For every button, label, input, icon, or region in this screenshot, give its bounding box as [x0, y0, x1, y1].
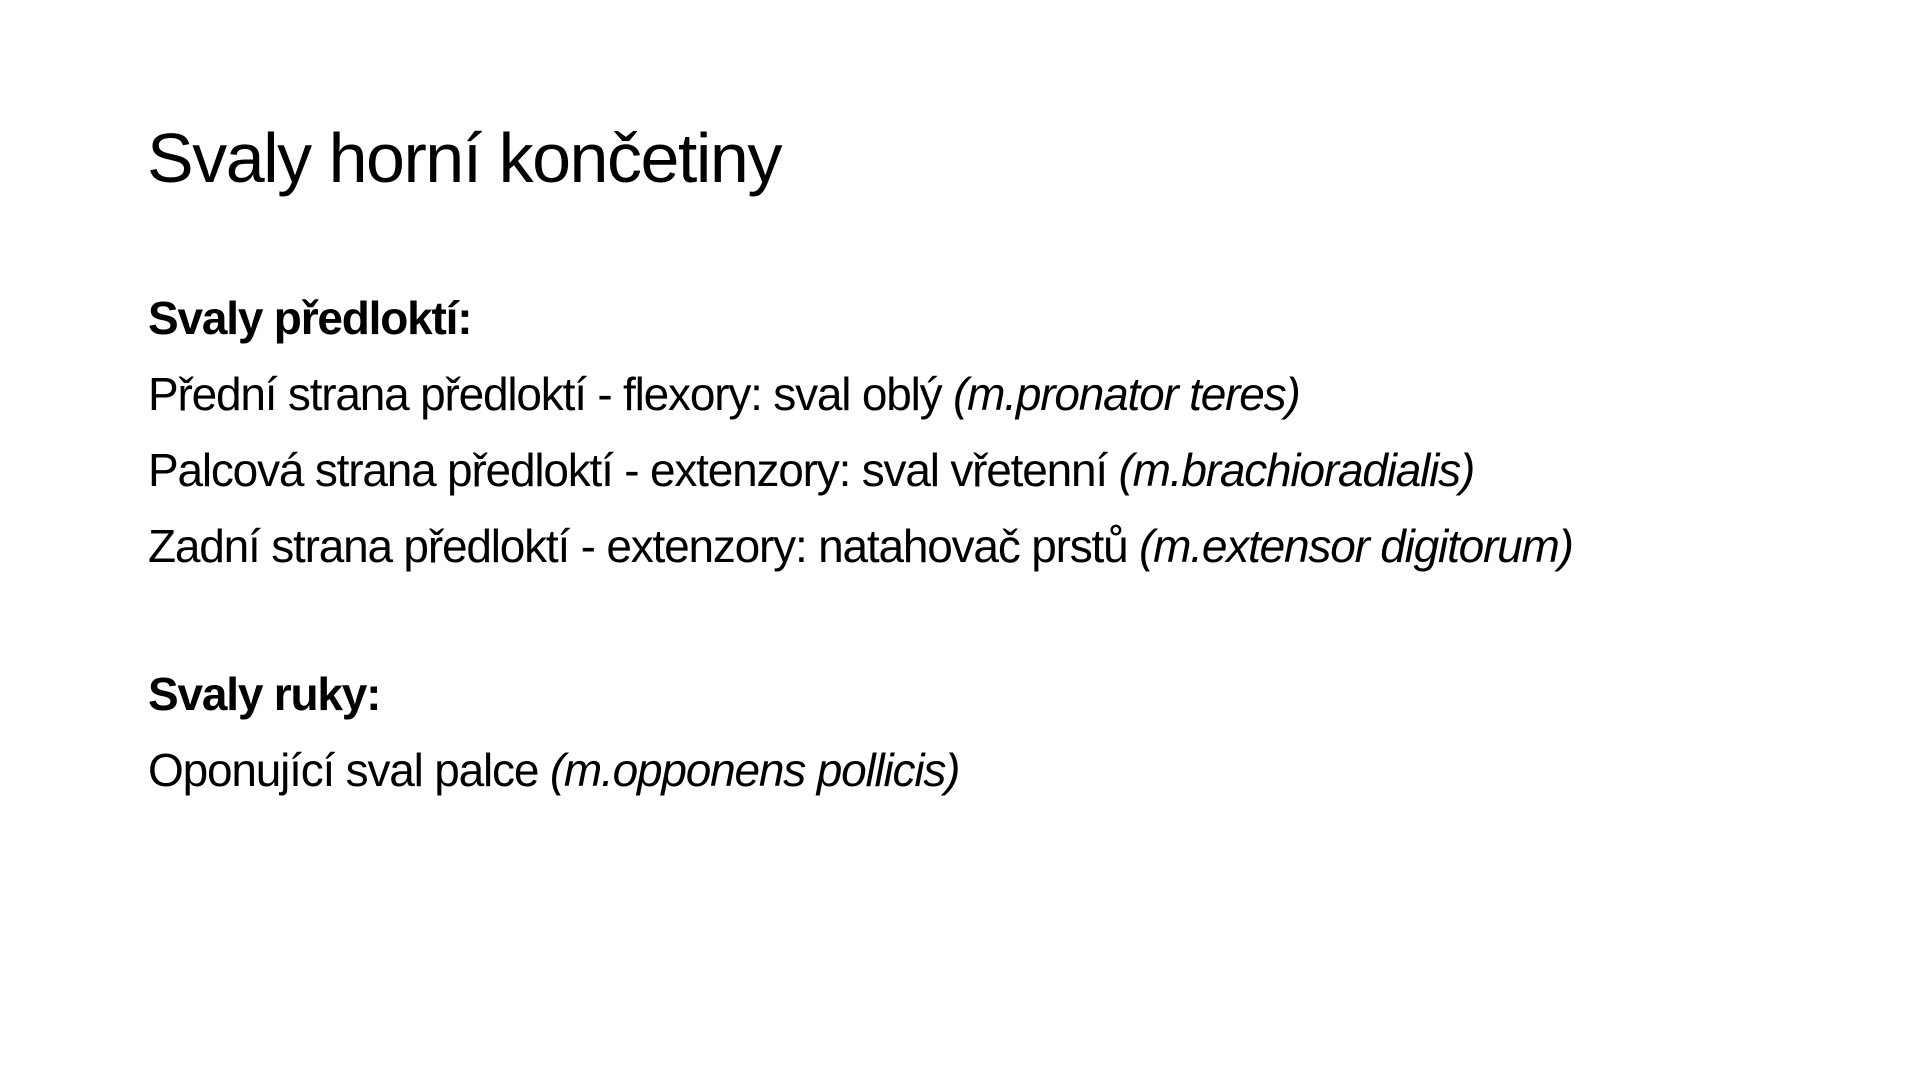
list-item	[148, 742, 1748, 799]
section-spacer	[148, 594, 1748, 666]
item-text: Přední strana předloktí - flexory: sval oblý	[148, 368, 954, 420]
item-text: Zadní strana předloktí - extenzory: natahovač prstů	[148, 520, 1140, 572]
latin-name: (m.opponens pollicis)	[549, 744, 960, 796]
slide-title: Svaly horní končetiny	[147, 119, 781, 197]
list-item	[148, 442, 1748, 499]
section-heading-hand: Svaly ruky:	[148, 668, 381, 720]
item-text: Palcová strana předloktí - extenzory: sval vřetenní	[148, 444, 1119, 496]
latin-name: (m.brachioradialis)	[1118, 444, 1475, 496]
item-text: Oponující sval palce	[148, 744, 550, 796]
slide-body	[148, 290, 1748, 818]
latin-name: (m.pronator teres)	[953, 368, 1300, 420]
section-heading-forearm: Svaly předloktí:	[148, 292, 472, 344]
list-item	[148, 366, 1748, 423]
latin-name: (m.extensor digitorum)	[1139, 520, 1573, 572]
list-item	[148, 518, 1628, 575]
